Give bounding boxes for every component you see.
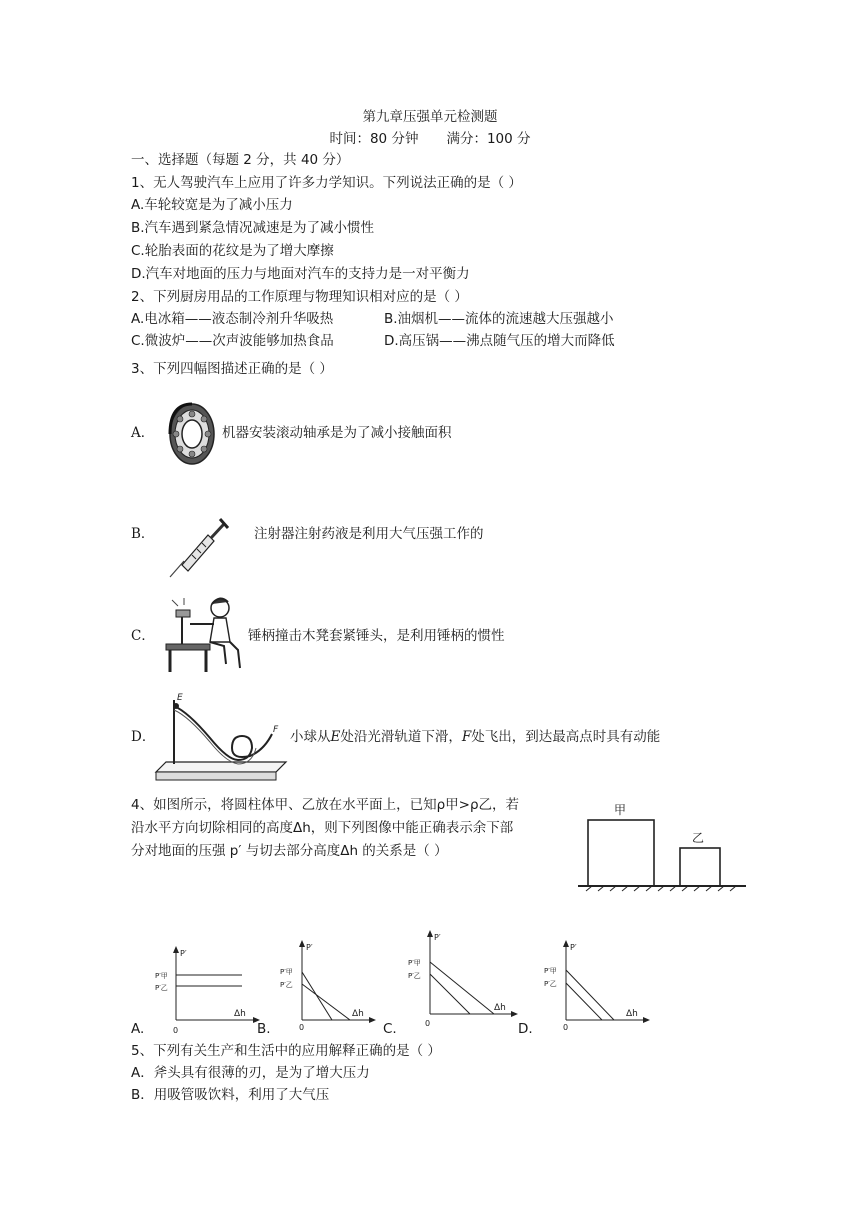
q5-option-b: B．用吸管吸饮料，利用了大气压 [131, 1087, 330, 1103]
x-label: Δh [234, 1009, 246, 1019]
q3-option-a-text: 机器安装滚动轴承是为了减小接触面积 [222, 425, 452, 441]
syringe-icon [168, 515, 230, 579]
p-yi-label: P′乙 [544, 980, 557, 988]
q3-d-f: F [461, 729, 472, 745]
label-yi: 乙 [692, 831, 705, 845]
exam-meta [0, 129, 860, 149]
q1-option-a: A.车轮较宽是为了减小压力 [131, 197, 293, 213]
graph-option-d: D. [518, 1021, 533, 1037]
p-jia-label: P′甲 [544, 967, 557, 975]
q1-option-d: D.汽车对地面的压力与地面对汽车的支持力是一对平衡力 [131, 266, 470, 282]
track-label-e: E [177, 693, 183, 703]
q2-option-c: C.微波炉——次声波能够加热食品 [131, 333, 334, 349]
q1-option-c: C.轮胎表面的花纹是为了增大摩擦 [131, 243, 334, 259]
p-jia-label: P′甲 [155, 972, 168, 980]
time-label: 时间：80 分钟 [329, 131, 419, 147]
q3-stem: 3、下列四幅图描述正确的是（ ） [131, 361, 333, 377]
cylinders-figure [576, 798, 752, 892]
p-jia-label: P′甲 [408, 959, 421, 967]
bearing-icon [164, 402, 216, 466]
q1-stem: 1、无人驾驶汽车上应用了许多力学知识。下列说法正确的是（ ） [131, 175, 522, 191]
hammer-bench-icon [164, 594, 246, 676]
p-jia-label: P′甲 [280, 968, 293, 976]
p-yi-label: P′乙 [155, 984, 168, 992]
section-heading: 一、选择题（每题 2 分，共 40 分） [131, 152, 350, 168]
origin-label: 0 [299, 1023, 305, 1032]
q5-stem: 5、下列有关生产和生活中的应用解释正确的是（ ） [131, 1043, 441, 1059]
q3-option-d-text [290, 727, 660, 747]
page-title: 第九章压强单元检测题 [362, 109, 498, 125]
graph-option-a: A. [131, 1021, 145, 1037]
label-jia: 甲 [614, 803, 627, 817]
q3-option-b-text: 注射器注射药液是利用大气压强工作的 [254, 526, 484, 542]
q1-option-b: B.汽车遇到紧急情况减速是为了减小惯性 [131, 220, 375, 236]
q3-option-c-text: 锤柄撞击木凳套紧锤头，是利用锤柄的惯性 [248, 628, 505, 644]
graph-c [404, 928, 518, 1032]
q5-option-a: A．斧头具有很薄的刃，是为了增大压力 [131, 1065, 370, 1081]
origin-label: 0 [173, 1026, 179, 1035]
y-label: P′ [180, 949, 187, 958]
graph-option-b: B. [257, 1021, 271, 1037]
q3-d-e: E [330, 729, 341, 745]
graph-option-c: C. [383, 1021, 397, 1037]
q4-stem-line3: 分对地面的压强 p′ 与切去部分高度Δh 的关系是（ ） [131, 843, 448, 859]
x-label: Δh [626, 1009, 638, 1019]
track-label-f: F [273, 725, 279, 735]
q4-stem-line2: 沿水平方向切除相同的高度Δh，则下列图像中能正确表示余下部 [131, 820, 514, 836]
q3-option-d-letter: D． [131, 729, 156, 745]
q2-option-b: B.油烟机——流体的流速越大压强越小 [384, 311, 614, 327]
p-yi-label: P′乙 [408, 972, 421, 980]
loop-track-icon [154, 692, 288, 784]
x-label: Δh [352, 1009, 364, 1019]
q2-option-d: D.高压锅——沸点随气压的增大而降低 [384, 333, 615, 349]
origin-label: 0 [425, 1019, 431, 1028]
p-yi-label: P′乙 [280, 981, 293, 989]
y-label: P′ [570, 943, 577, 952]
x-label: Δh [494, 1003, 506, 1013]
q3-d-part3: 处飞出，到达最高点时具有动能 [471, 729, 661, 745]
q4-stem-line1: 4、如图所示，将圆柱体甲、乙放在水平面上，已知ρ甲>ρ乙，若 [131, 797, 520, 813]
q3-d-part2: 处沿光滑轨道下滑， [340, 729, 462, 745]
q3-option-c-letter: C． [131, 628, 155, 644]
y-label: P′ [434, 933, 441, 942]
score-label: 满分：100 分 [446, 131, 531, 147]
q2-stem: 2、下列厨房用品的工作原理与物理知识相对应的是（ ） [131, 289, 468, 305]
graph-d [540, 938, 650, 1030]
q2-option-a: A.电冰箱——液态制冷剂升华吸热 [131, 311, 334, 327]
graph-a [150, 944, 260, 1036]
q3-d-part1: 小球从 [290, 729, 331, 745]
origin-label: 0 [563, 1023, 569, 1032]
q3-option-a-letter: A． [131, 425, 155, 441]
y-label: P′ [306, 943, 313, 952]
q3-option-b-letter: B． [131, 526, 155, 542]
graph-b [276, 938, 376, 1030]
